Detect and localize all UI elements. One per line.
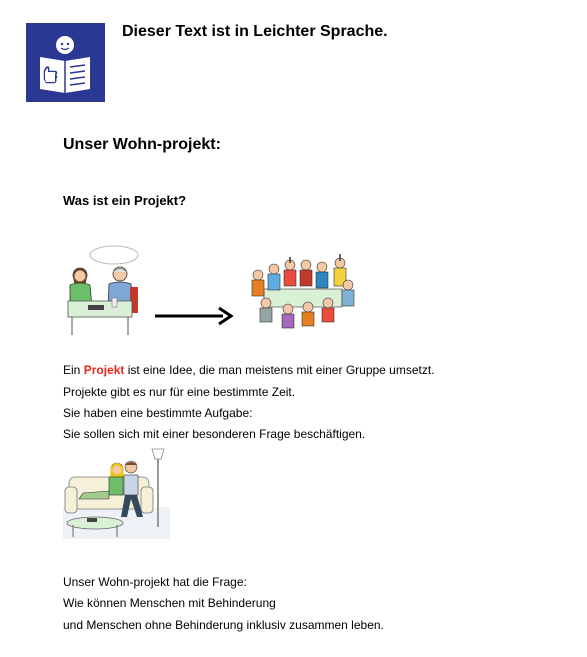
page-title: Unser Wohn-projekt:: [63, 136, 221, 153]
arrow-right-icon: [153, 305, 235, 327]
easy-language-reader-icon: [26, 23, 105, 102]
project-question-line-1: Unser Wohn-projekt hat die Frage:: [63, 575, 247, 589]
group-meeting-illustration: [244, 253, 359, 333]
definition-line-2: Projekte gibt es nur für eine bestimmte Zeit.: [63, 385, 296, 399]
project-question-line-2: Wie können Menschen mit Behinderung: [63, 596, 276, 610]
section-heading: Was ist ein Projekt?: [63, 193, 187, 208]
two-people-talking-illustration: [64, 243, 146, 337]
definition-line-3: Sie haben eine bestimmte Aufgabe:: [63, 406, 253, 420]
easy-language-notice: Dieser Text ist in Leichter Sprache.: [122, 23, 388, 40]
definition-line-4: Sie sollen sich mit einer besonderen Frage beschäftigen.: [63, 427, 366, 441]
easy-language-logo: [26, 23, 105, 102]
couple-on-sofa-illustration: [63, 447, 170, 539]
definition-text: Ein: [63, 363, 84, 377]
definition-text: ist eine Idee, die man meistens mit einer Gruppe umsetzt.: [124, 363, 435, 377]
project-question-line-3: und Menschen ohne Behinderung inklusiv zusammen leben.: [63, 618, 384, 632]
definition-line-1: [63, 363, 435, 378]
highlighted-term: Projekt: [83, 363, 125, 377]
